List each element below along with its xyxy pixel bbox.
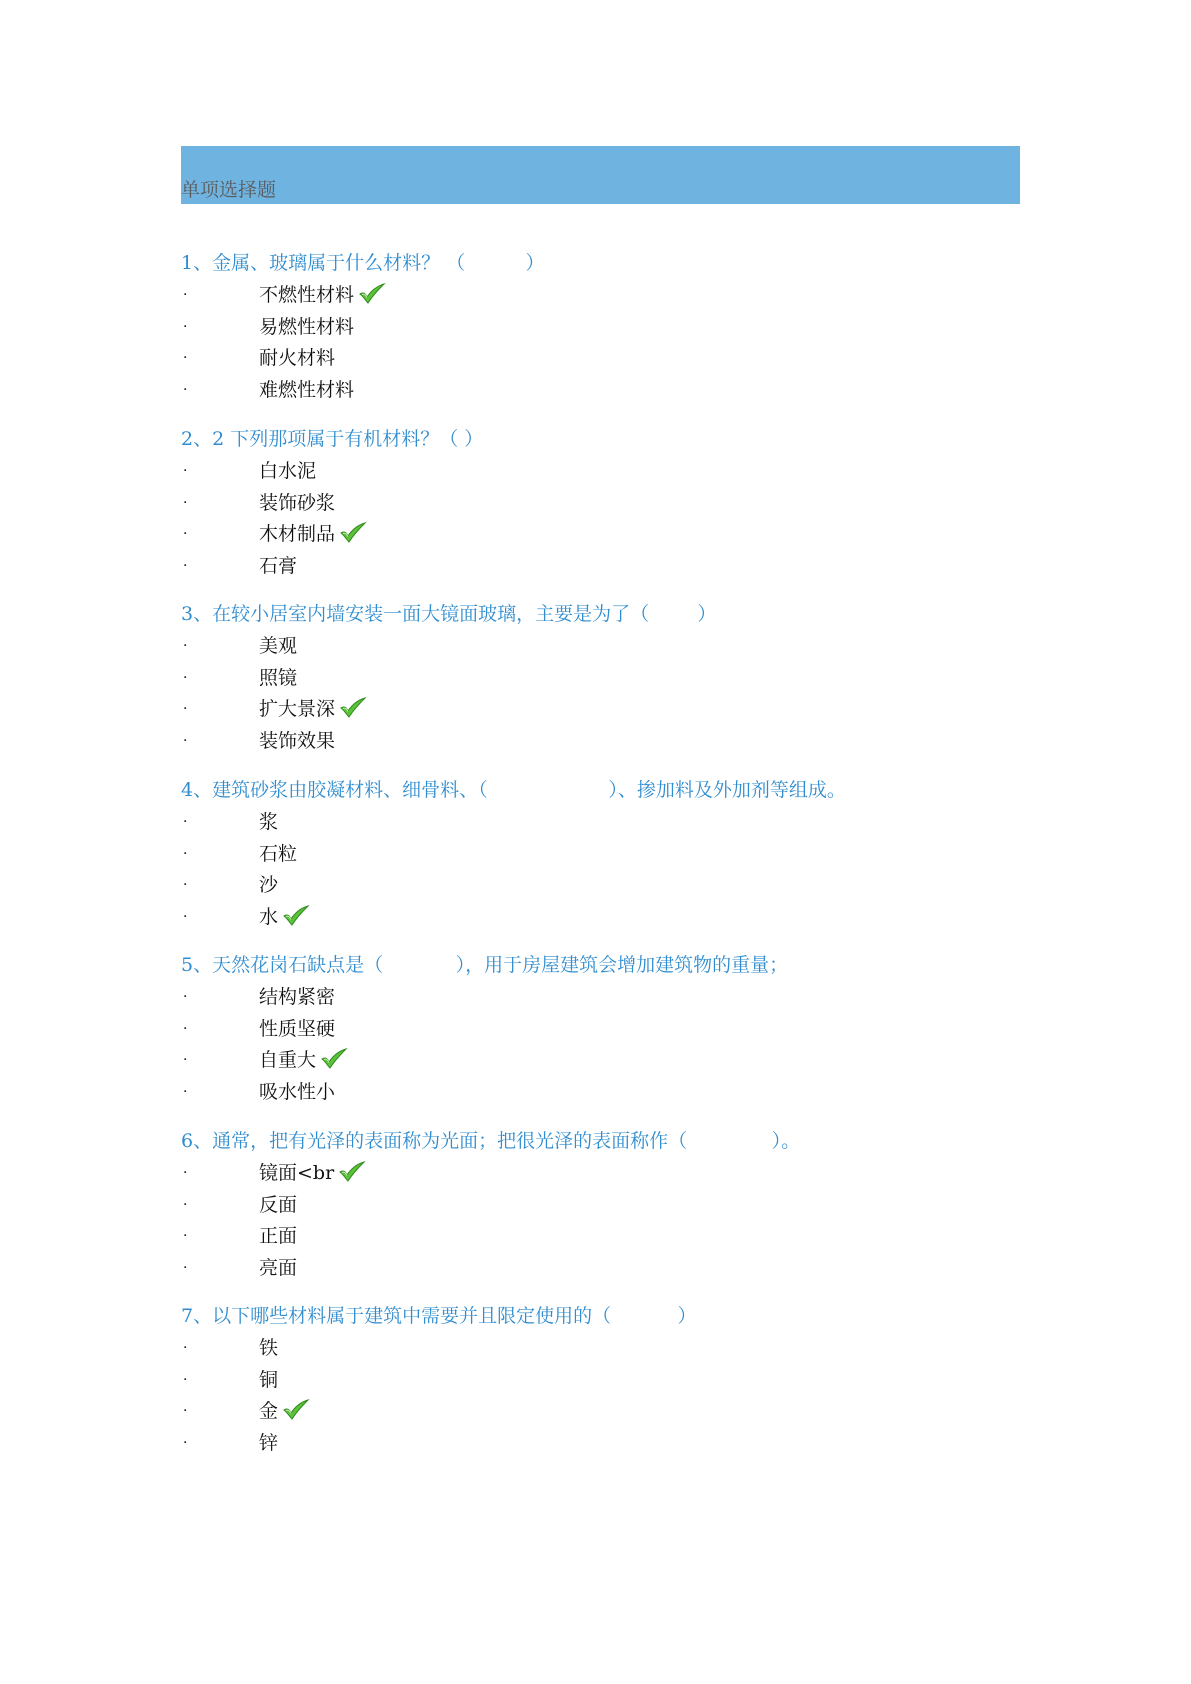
option-item [181, 982, 1021, 1014]
bullet-point: · [183, 1403, 188, 1419]
green-checkmark-icon [320, 1048, 348, 1070]
option-label: 铜 [259, 1368, 279, 1391]
bullet-point: · [183, 318, 188, 335]
option-item [181, 280, 1021, 312]
section-header [181, 146, 1020, 204]
option-label: 自重大 [259, 1049, 317, 1071]
option-label: 反面 [259, 1193, 298, 1216]
option-label: 正面 [259, 1225, 298, 1247]
option-item [181, 488, 1021, 520]
option-item [181, 551, 1021, 583]
bullet-point: · [183, 1340, 188, 1356]
option-item [181, 1365, 1021, 1397]
green-checkmark-icon [339, 697, 367, 719]
option-item [181, 1190, 1021, 1222]
option-label-wrap [259, 1333, 278, 1363]
option-label-wrap [259, 631, 297, 661]
option-item [181, 1396, 1021, 1428]
option-label-wrap [259, 1077, 335, 1107]
option-label: 照镜 [259, 666, 298, 689]
option-label: 锌 [259, 1431, 279, 1454]
question-4 [181, 777, 1021, 933]
green-checkmark-icon [358, 283, 386, 305]
option-item [181, 1333, 1021, 1365]
option-item [181, 1014, 1021, 1046]
option-label-wrap [259, 1045, 348, 1075]
question-2 [181, 426, 1021, 582]
option-label-wrap [259, 1221, 297, 1251]
option-item [181, 519, 1021, 551]
question-text: 6、通常，把有光泽的表面称为光面；把很光泽的表面称作（ ）。 [181, 1130, 801, 1152]
question-text: 3、在较小居室内墙安装一面大镜面玻璃，主要是为了（ ） [181, 603, 717, 625]
option-item [181, 807, 1021, 839]
option-label-wrap [259, 982, 335, 1012]
question-text: 5、天然花岗石缺点是（ ），用于房屋建筑会增加建筑物的重量； [181, 954, 789, 976]
option-label-wrap [259, 551, 297, 581]
bullet-point: · [183, 381, 188, 398]
option-label-wrap [259, 1190, 297, 1220]
bullet-point: · [183, 1371, 188, 1388]
question-text: 7、以下哪些材料属于建筑中需要并且限定使用的（ ） [181, 1305, 697, 1327]
option-label: 结构紧密 [259, 986, 336, 1008]
bullet-point: · [183, 287, 188, 303]
section-title: 单项选择题 [181, 179, 277, 201]
option-label-wrap [259, 456, 316, 486]
bullet-point: · [183, 638, 188, 654]
bullet-point: · [183, 989, 188, 1005]
option-label: 不燃性材料 [259, 284, 355, 306]
option-label-wrap [259, 902, 310, 932]
bullet-point: · [183, 557, 188, 574]
question-text: 1、金属、玻璃属于什么材料？ （ ） [181, 252, 545, 274]
question-text: 4、建筑砂浆由胶凝材料、细骨料、（ ）、掺加料及外加剂等组成。 [181, 779, 846, 801]
bullet-point: · [183, 1434, 188, 1451]
bullet-point: · [183, 701, 188, 717]
option-label: 木材制品 [259, 523, 336, 545]
bullet-point: · [183, 1083, 188, 1100]
question-3 [181, 601, 1021, 757]
option-item [181, 1158, 1021, 1190]
option-label: 水 [259, 905, 279, 928]
option-label-wrap [259, 870, 278, 900]
green-checkmark-icon [338, 1161, 366, 1183]
bullet-point: · [183, 732, 188, 749]
bullet-point: · [183, 1165, 188, 1181]
option-label-wrap [259, 1396, 310, 1426]
green-checkmark-icon [339, 522, 367, 544]
option-label-wrap [259, 1365, 278, 1395]
bullet-point: · [183, 877, 188, 893]
option-label-wrap [259, 726, 335, 756]
option-label: 铁 [259, 1337, 279, 1359]
bullet-point: · [183, 494, 188, 511]
option-label: 吸水性小 [259, 1080, 336, 1103]
option-label-wrap [259, 1014, 335, 1044]
option-label-wrap [259, 519, 367, 549]
option-item [181, 694, 1021, 726]
green-checkmark-icon [282, 905, 310, 927]
option-label: 美观 [259, 635, 298, 657]
option-label: 浆 [259, 811, 279, 833]
option-item [181, 456, 1021, 488]
option-label-wrap [259, 312, 354, 342]
question-6 [181, 1128, 1021, 1284]
option-label: 扩大景深 [259, 698, 336, 720]
option-label: 石粒 [259, 842, 298, 865]
bullet-point: · [183, 463, 188, 479]
option-label: 易燃性材料 [259, 315, 355, 338]
option-item [181, 839, 1021, 871]
option-label: 镜面<br [259, 1162, 335, 1184]
option-item [181, 375, 1021, 407]
green-checkmark-icon [282, 1399, 310, 1421]
option-item [181, 631, 1021, 663]
option-item [181, 343, 1021, 375]
option-label-wrap [259, 375, 354, 405]
option-label-wrap [259, 280, 386, 310]
bullet-point: · [183, 908, 188, 925]
option-label: 耐火材料 [259, 347, 336, 369]
option-label: 白水泥 [259, 460, 317, 482]
bullet-point: · [183, 845, 188, 862]
option-label: 难燃性材料 [259, 378, 355, 401]
option-item [181, 1221, 1021, 1253]
question-7 [181, 1303, 1021, 1459]
option-label-wrap [259, 1428, 278, 1458]
option-label-wrap [259, 1158, 366, 1188]
option-item [181, 663, 1021, 695]
bullet-point: · [183, 1052, 188, 1068]
bullet-point: · [183, 350, 188, 366]
option-item [181, 312, 1021, 344]
option-label: 性质坚硬 [259, 1017, 336, 1040]
option-item [181, 1045, 1021, 1077]
option-item [181, 870, 1021, 902]
option-item [181, 1253, 1021, 1285]
bullet-point: · [183, 1228, 188, 1244]
option-label-wrap [259, 343, 335, 373]
bullet-point: · [183, 1259, 188, 1276]
option-label-wrap [259, 1253, 297, 1283]
option-label-wrap [259, 488, 335, 518]
option-item [181, 1077, 1021, 1109]
option-label-wrap [259, 839, 297, 869]
bullet-point: · [183, 526, 188, 542]
question-1 [181, 250, 1021, 406]
option-label: 沙 [259, 874, 279, 896]
option-item [181, 1428, 1021, 1460]
option-label: 金 [259, 1400, 279, 1422]
question-text: 2、2 下列那项属于有机材料？（ ） [181, 428, 484, 450]
option-label-wrap [259, 694, 367, 724]
option-label-wrap [259, 663, 297, 693]
option-label: 石膏 [259, 554, 298, 577]
bullet-point: · [183, 1020, 188, 1037]
option-label-wrap [259, 807, 278, 837]
option-label: 装饰效果 [259, 729, 336, 752]
bullet-point: · [183, 669, 188, 686]
option-item [181, 726, 1021, 758]
option-label: 装饰砂浆 [259, 491, 336, 514]
option-label: 亮面 [259, 1256, 298, 1279]
bullet-point: · [183, 1196, 188, 1213]
bullet-point: · [183, 814, 188, 830]
question-5 [181, 952, 1021, 1108]
option-item [181, 902, 1021, 934]
